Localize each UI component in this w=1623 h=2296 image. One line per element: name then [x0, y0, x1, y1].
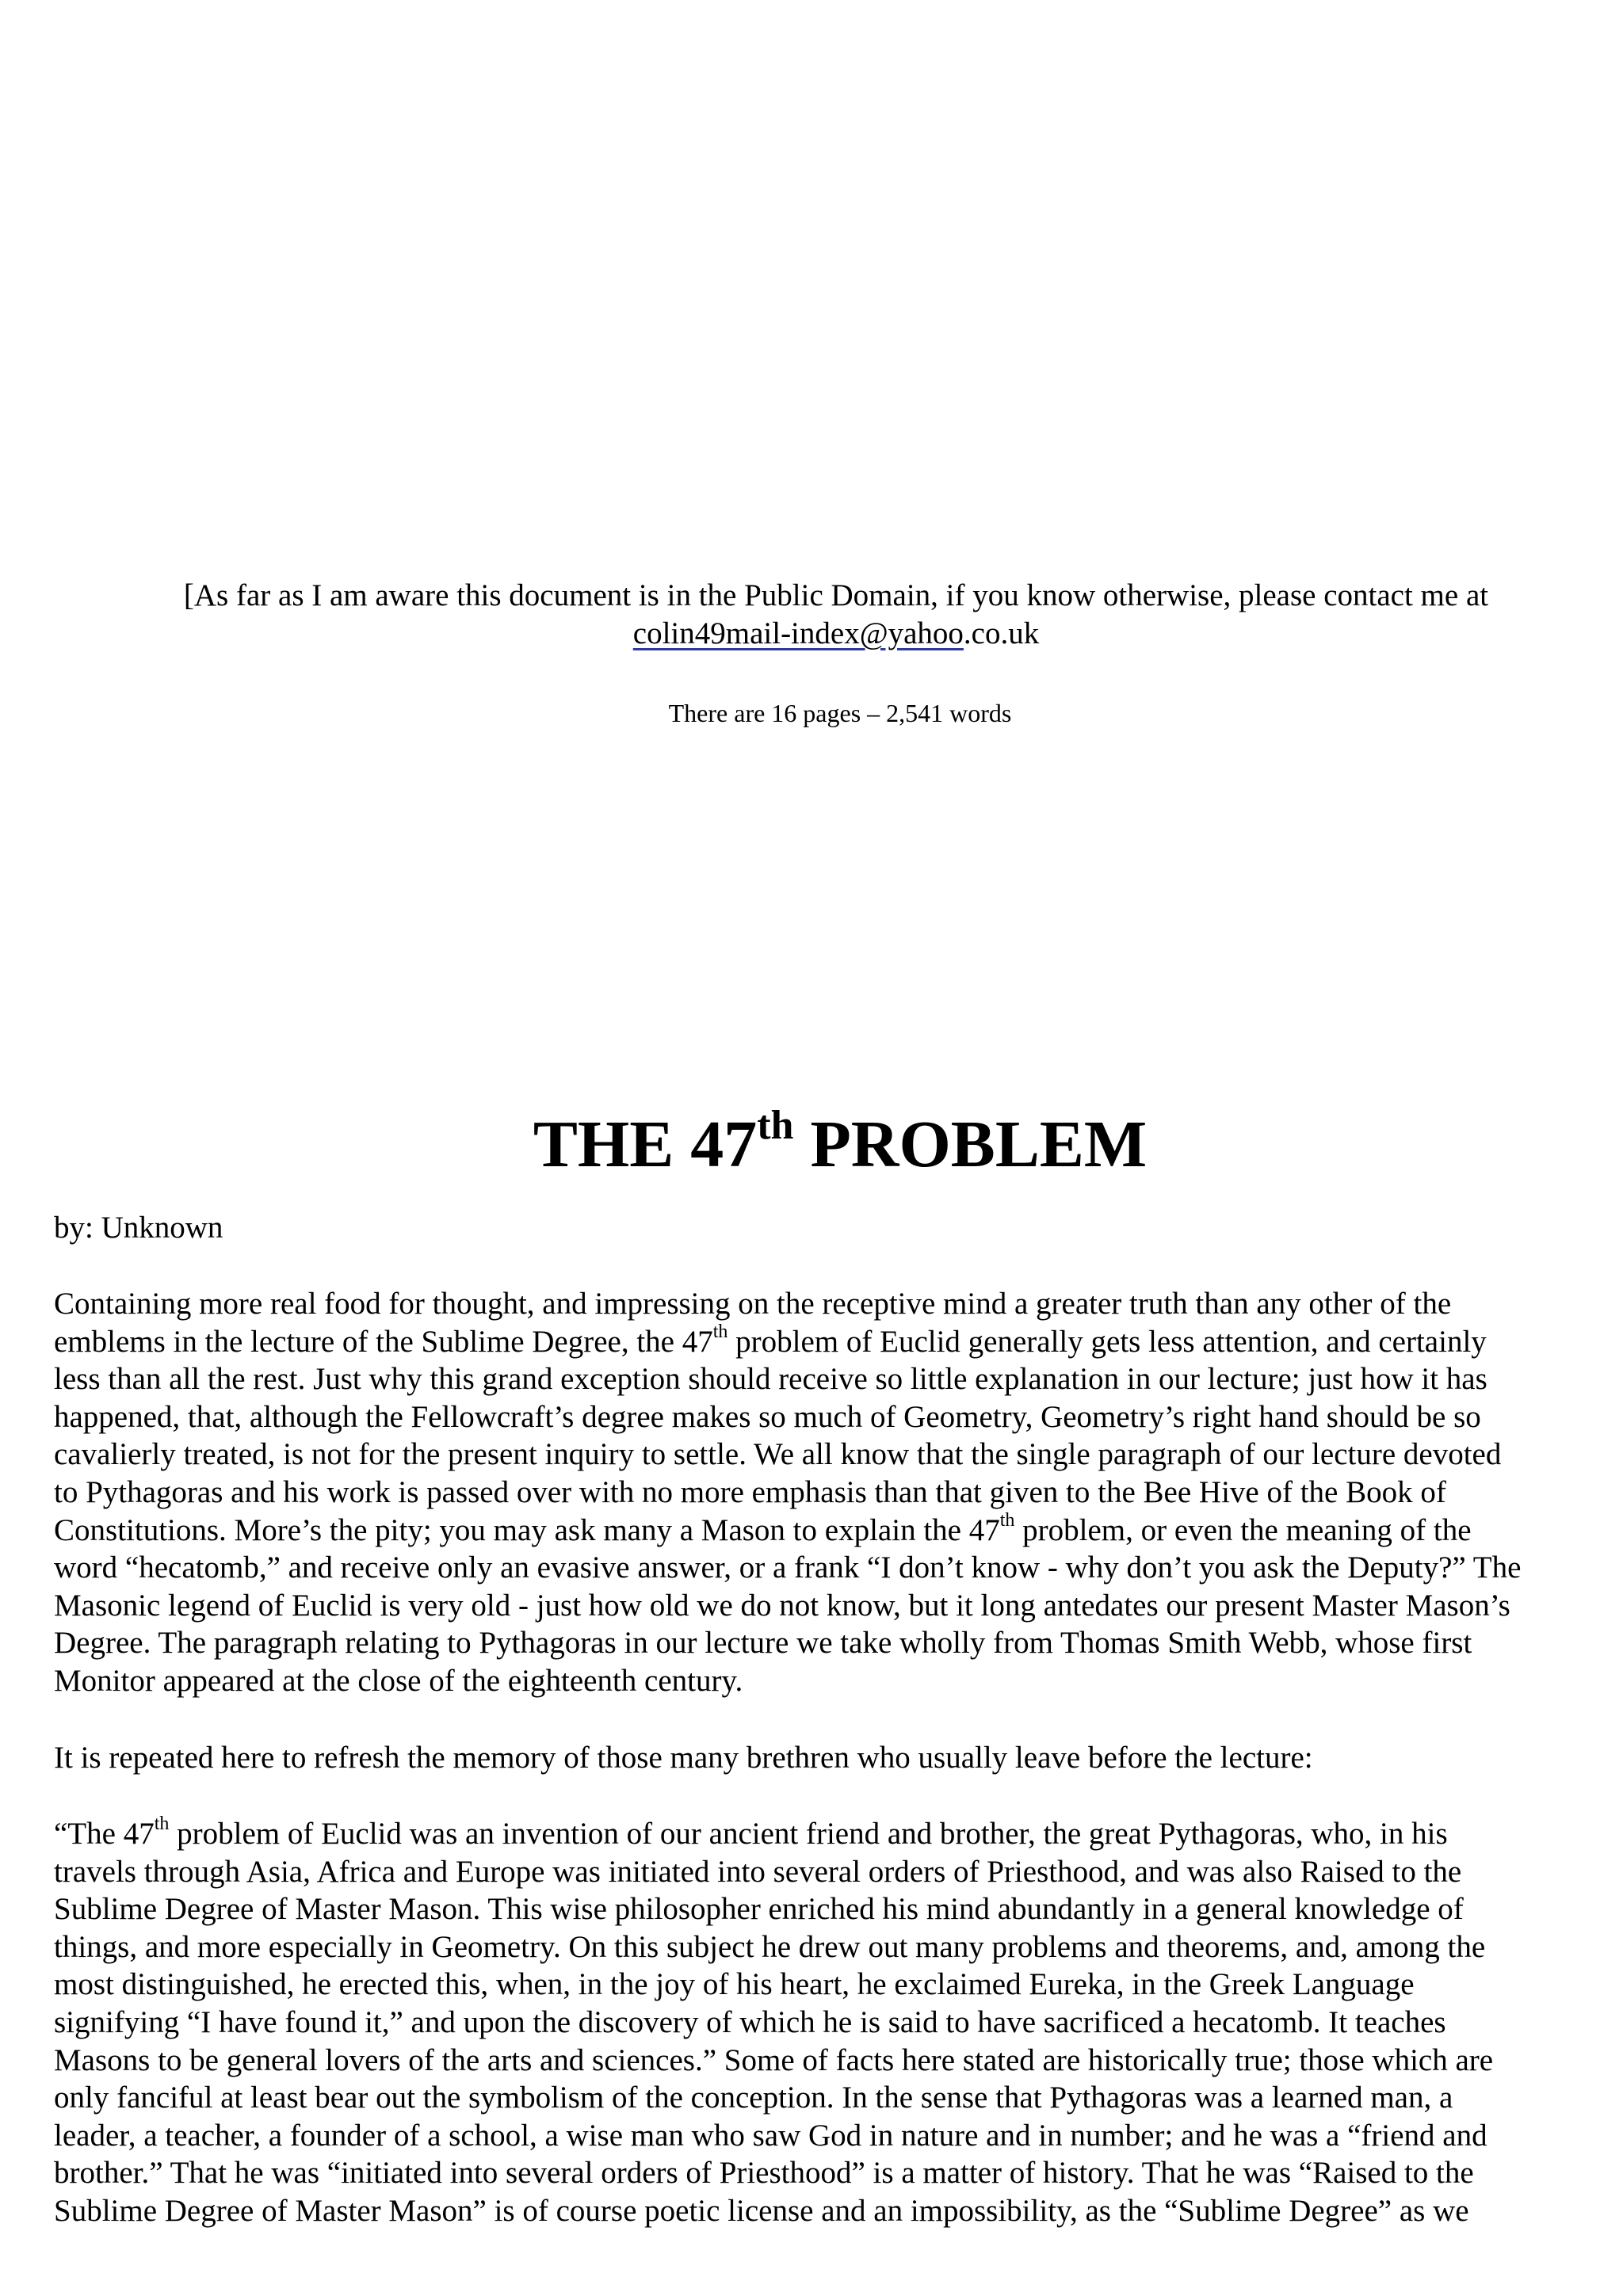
- text-segment: problem, or even the meaning of the: [1014, 1512, 1472, 1547]
- text-segment: problem of Euclid was an invention of our ancient friend and brother, the great Pythagoras, who, in his: [169, 1817, 1448, 1851]
- text-line: only fanciful at least bear out the symbolism of the conception. In the sense that Pythagoras was a learned man, a: [54, 2081, 1453, 2115]
- byline: by: Unknown: [54, 1211, 223, 1245]
- text-line: Masonic legend of Euclid is very old - just how old we do not know, but it long antedates our present Master Mason’s: [54, 1588, 1510, 1623]
- notice-line: [As far as I am aware this document is in the Public Domain, if you know otherwise, please contact me at: [183, 578, 1489, 612]
- page-word-count: There are 16 pages – 2,541 words: [668, 699, 1012, 727]
- text-line: word “hecatomb,” and receive only an evasive answer, or a frank “I don’t know - why don’t you ask the Deputy?” The: [54, 1550, 1522, 1585]
- text-segment: emblems in the lecture of the Sublime Degree, the 47: [54, 1324, 713, 1359]
- text-line: Containing more real food for thought, and impressing on the receptive mind a greater truth than any other of the: [54, 1287, 1452, 1321]
- text-segment: problem of Euclid generally gets less attention, and certainly: [727, 1324, 1487, 1359]
- text-segment: “The 47: [54, 1817, 155, 1851]
- text-line: brother.” That he was “initiated into several orders of Priesthood” is a matter of history. That he was “Raised to the: [54, 2156, 1474, 2191]
- text-line: less than all the rest. Just why this grand exception should receive so little explanation in our lecture; just how it has: [54, 1362, 1487, 1397]
- text-line: Monitor appeared at the close of the eighteenth century.: [54, 1663, 743, 1698]
- text-line: Sublime Degree of Master Mason. This wise philosopher enriched his mind abundantly in a general knowledge of: [54, 1892, 1464, 1927]
- paragraph-intro: [54, 1285, 1607, 1700]
- text-line: Masons to be general lovers of the arts and sciences.” Some of facts here stated are historically true; those which are: [54, 2042, 1494, 2077]
- email-tail: .co.uk: [963, 616, 1040, 650]
- public-domain-notice: [119, 577, 1553, 653]
- paragraph-repeat-note: [54, 1739, 1607, 1777]
- ordinal-superscript: th: [999, 1509, 1015, 1531]
- text-line: It is repeated here to refresh the memory of those many brethren who usually leave before the lecture:: [54, 1741, 1313, 1775]
- text-line: [54, 1323, 1607, 1361]
- text-line: leader, a teacher, a founder of a school, a wise man who saw God in nature and in number; and he was a “friend and: [54, 2118, 1487, 2153]
- text-line: Degree. The paragraph relating to Pythagoras in our lecture we take wholly from Thomas Smith Webb, whose first: [54, 1626, 1472, 1661]
- text-line: things, and more especially in Geometry. On this subject he drew out many problems and theorems, and, among the: [54, 1929, 1486, 1964]
- text-line: signifying “I have found it,” and upon the discovery of which he is said to have sacrificed a hecatomb. It teaches: [54, 2004, 1446, 2039]
- title-superscript: th: [757, 1103, 794, 1148]
- paragraph-quotation: [54, 1815, 1607, 2230]
- notice-email-line: [119, 615, 1553, 653]
- title-tail: PROBLEM: [793, 1108, 1148, 1181]
- text-line: to Pythagoras and his work is passed over with no more emphasis than that given to the Bee Hive of the Book of: [54, 1474, 1446, 1509]
- title-main: THE 47: [533, 1108, 758, 1181]
- document-title: [0, 1087, 1623, 1188]
- text-line: Sublime Degree of Master Mason” is of course poetic license and an impossibility, as the “Sublime Degree” as we: [54, 2193, 1469, 2228]
- text-line: most distinguished, he erected this, when, in the joy of his heart, he exclaimed Eureka, in the Greek Language: [54, 1967, 1415, 2002]
- text-line: cavalierly treated, is not for the present inquiry to settle. We all know that the single paragraph of our lecture devoted: [54, 1437, 1502, 1472]
- text-line: travels through Asia, Africa and Europe was initiated into several orders of Priesthood, and was also Raised to the: [54, 1854, 1462, 1889]
- ordinal-superscript: th: [154, 1814, 170, 1834]
- text-segment: Constitutions. More’s the pity; you may ask many a Mason to explain the 47: [54, 1512, 1000, 1547]
- email-link[interactable]: colin49mail-index@yahoo: [632, 616, 964, 650]
- text-line: [54, 1815, 1607, 1853]
- text-line: [54, 1509, 1607, 1550]
- text-line: happened, that, although the Fellowcraft’s degree makes so much of Geometry, Geometry’s right hand should be so: [54, 1399, 1481, 1434]
- ordinal-superscript: th: [712, 1321, 728, 1342]
